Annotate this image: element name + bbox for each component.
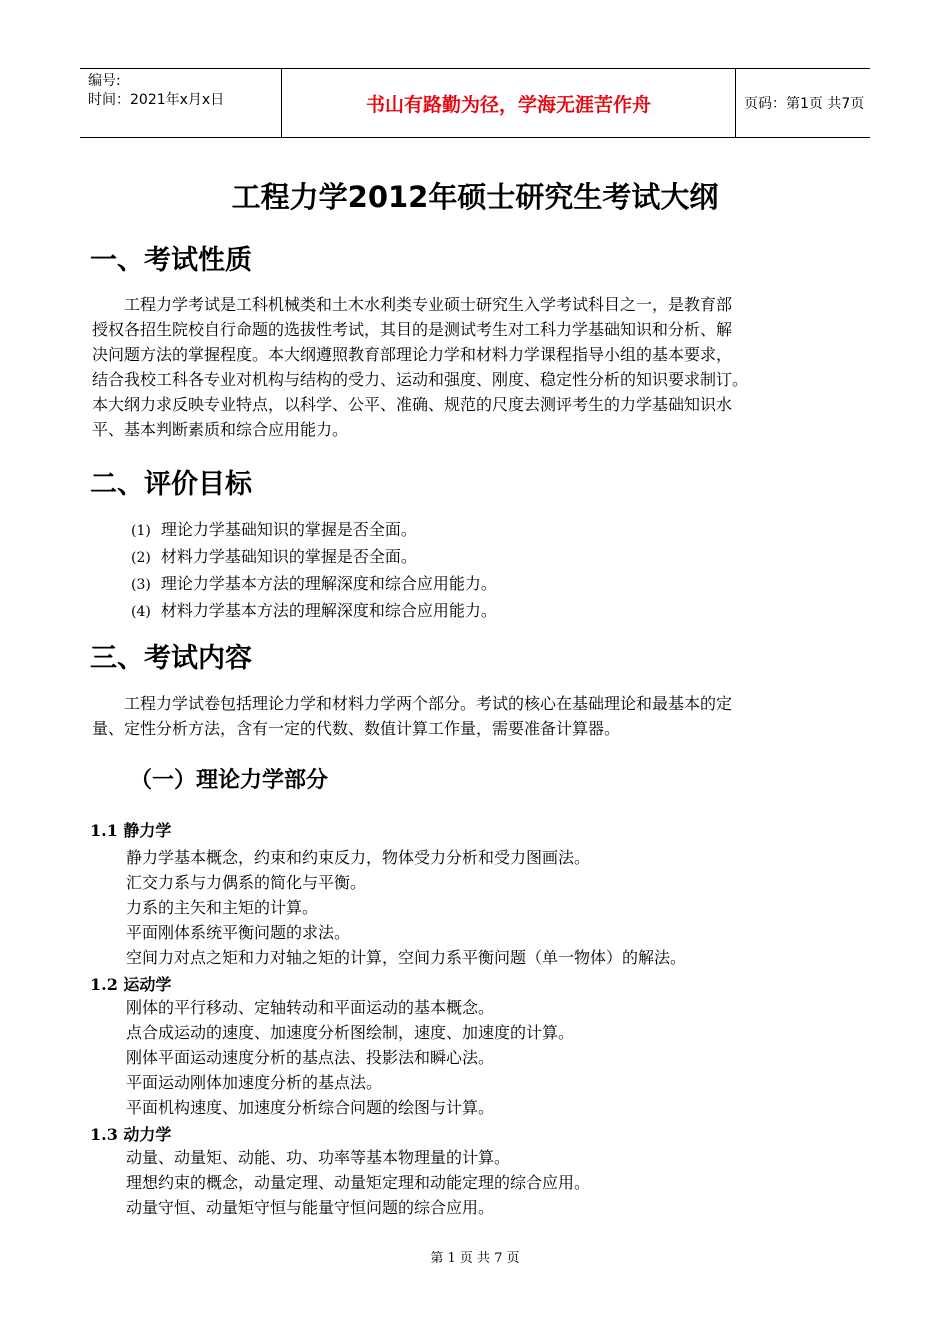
kinematics-items bbox=[126, 995, 574, 1120]
list-item: 点合成运动的速度、加速度分析图绘制，速度、加速度的计算。 bbox=[126, 1023, 575, 1042]
statics-items bbox=[126, 845, 686, 970]
page-info: 页码：第1页 共7页 bbox=[744, 96, 865, 112]
dynamics-items bbox=[126, 1145, 590, 1220]
paragraph-line: 平、基本判断素质和综合应用能力。 bbox=[92, 420, 349, 439]
section-nature-paragraph bbox=[92, 292, 862, 442]
list-item: 静力学基本概念，约束和约束反力，物体受力分析和受力图画法。 bbox=[126, 848, 591, 867]
time-label: 时间：2021年x月x日 bbox=[88, 92, 225, 108]
paragraph-line: 量、定性分析方法，含有一定的代数、数值计算工作量，需要准备计算器。 bbox=[92, 719, 621, 738]
subsection-heading-theory: （一）理论力学部分 bbox=[130, 768, 329, 793]
paragraph-line: 授权各招生院校自行命题的选拔性考试，其目的是测试考生对工科力学基础知识和分析、解 bbox=[92, 320, 733, 339]
list-item: 汇交力系与力偶系的简化与平衡。 bbox=[126, 873, 367, 892]
list-item: (4) 材料力学基本方法的理解深度和综合应用能力。 bbox=[131, 601, 497, 620]
heading-kinematics: 1.2 运动学 bbox=[90, 975, 172, 994]
list-item: 空间力对点之矩和力对轴之矩的计算，空间力系平衡问题（单一物体）的解法。 bbox=[126, 948, 687, 967]
number-label: 编号: bbox=[88, 73, 121, 89]
paragraph-line: 工程力学考试是工科机械类和土木水利类专业硕士研究生入学考试科目之一，是教育部 bbox=[124, 295, 733, 314]
page-footer: 第 1 页 共 7 页 bbox=[430, 1251, 520, 1266]
list-item: (2) 材料力学基础知识的掌握是否全面。 bbox=[131, 547, 417, 566]
list-item: 动量、动量矩、动能、功、功率等基本物理量的计算。 bbox=[126, 1148, 511, 1167]
list-item: 平面刚体系统平衡问题的求法。 bbox=[126, 923, 351, 942]
paragraph-line: 本大纲力求反映专业特点，以科学、公平、准确、规范的尺度去测评考生的力学基础知识水 bbox=[92, 395, 733, 414]
heading-dynamics: 1.3 动力学 bbox=[90, 1125, 172, 1144]
page-header bbox=[80, 68, 870, 138]
section-heading-nature: 一、考试性质 bbox=[90, 245, 252, 276]
section-heading-goals: 二、评价目标 bbox=[90, 469, 252, 500]
list-item: 理想约束的概念，动量定理、动量矩定理和动能定理的综合应用。 bbox=[126, 1173, 591, 1192]
list-item: 刚体的平行移动、定轴转动和平面运动的基本概念。 bbox=[126, 998, 495, 1017]
goals-list bbox=[131, 517, 497, 625]
section-content-paragraph bbox=[92, 691, 862, 741]
list-item: 平面机构速度、加速度分析综合问题的绘图与计算。 bbox=[126, 1098, 495, 1117]
list-item: 刚体平面运动速度分析的基点法、投影法和瞬心法。 bbox=[126, 1048, 495, 1067]
document-title: 工程力学2012年硕士研究生考试大纲 bbox=[231, 180, 719, 214]
header-meta bbox=[80, 69, 281, 137]
paragraph-line: 决问题方法的掌握程度。本大纲遵照教育部理论力学和材料力学课程指导小组的基本要求， bbox=[92, 345, 733, 364]
list-item: 力系的主矢和主矩的计算。 bbox=[126, 898, 319, 917]
paragraph-line: 工程力学试卷包括理论力学和材料力学两个部分。考试的核心在基础理论和最基本的定 bbox=[124, 694, 733, 713]
paragraph-line: 结合我校工科各专业对机构与结构的受力、运动和强度、刚度、稳定性分析的知识要求制订。 bbox=[92, 370, 749, 389]
section-heading-content: 三、考试内容 bbox=[90, 643, 252, 674]
heading-statics: 1.1 静力学 bbox=[90, 821, 172, 840]
list-item: (3) 理论力学基本方法的理解深度和综合应用能力。 bbox=[131, 574, 497, 593]
list-item: 平面运动刚体加速度分析的基点法。 bbox=[126, 1073, 383, 1092]
motto: 书山有路勤为径，学海无涯苦作舟 bbox=[281, 69, 736, 137]
list-item: (1) 理论力学基础知识的掌握是否全面。 bbox=[131, 520, 417, 539]
list-item: 动量守恒、动量矩守恒与能量守恒问题的综合应用。 bbox=[126, 1198, 495, 1217]
